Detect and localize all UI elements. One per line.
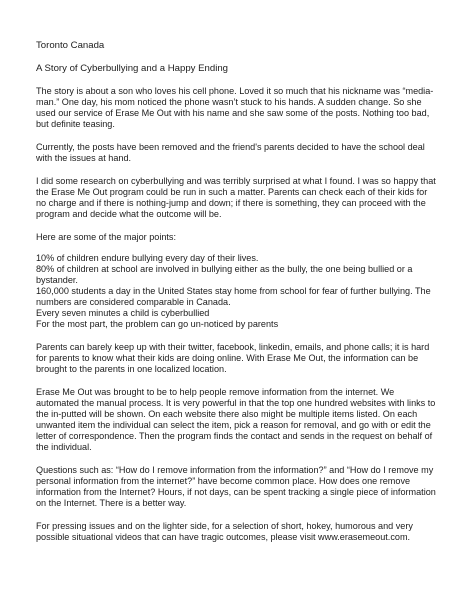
list-item: 160,000 students a day in the United States stay home from school for fear of further bullying. The numbers are considered comparable in Canada.: [36, 286, 431, 307]
list-item: For the most part, the problem can go un-noticed by parents: [36, 319, 279, 329]
list-item: Every seven minutes a child is cyberbullied: [36, 308, 210, 318]
story-title: A Story of Cyberbullying and a Happy Ending: [36, 63, 228, 74]
paragraph-erase-me-out: Erase Me Out was brought to be to help people remove information from the internet. We automated the manual process. It is very powerful in that the top one hundred websites with links to the in-putted will be shown. On each website there also might be multiple items listed. On each unwanted item the individual can select the item, pick a reason for removal, and go with or edit the letter of correspondence. Then the program finds the contact and sends in the request on behalf of the individual.: [36, 387, 436, 452]
paragraph-questions: Questions such as: “How do I remove information from the information?” and “How do I remove my personal information from the internet?” have become common place. How does one remove information from the Internet? Hours, if not days, can be spent tracking a single piece of information on the Internet. There is a better way.: [36, 465, 436, 508]
paragraph-parents-keep-up: Parents can barely keep up with their twitter, facebook, linkedin, emails, and phone calls; it is hard for parents to know what their kids are doing online. With Erase Me Out, the information can be brought to the parents in one localized location.: [36, 342, 430, 374]
paragraph-posts-removed: Currently, the posts have been removed and the friend's parents decided to have the school deal with the issues at hand.: [36, 142, 425, 163]
paragraph-story-intro: The story is about a son who loves his cell phone. Loved it so much that his nickname was “media-man.” One day, his mom noticed the phone wasn’t stuck to his hands. A sudden change. So she used our service of Erase Me Out with his name and she saw some of the posts. Nothing too bad, but definite teasing.: [36, 86, 434, 129]
major-points-list: [36, 253, 438, 330]
list-item: 10% of children endure bullying every day of their lives.: [36, 253, 259, 263]
list-item: 80% of children at school are involved in bullying either as the bully, the one being bullied or a bystander.: [36, 264, 413, 285]
paragraph-pressing-issues: For pressing issues and on the lighter side, for a selection of short, hokey, humorous and very possible situational videos that can have tragic outcomes, please visit www.erasemeout.com.: [36, 521, 413, 542]
document-title: Toronto Canada: [36, 40, 105, 51]
paragraph-major-points-intro: Here are some of the major points:: [36, 232, 177, 242]
paragraph-research: I did some research on cyberbullying and was terribly surprised at what I found. I was so happy that the Erase Me Out program could be run in such a matter. Parents can check each of their kids for no charge and if there is nothing-jump and down; if there is something, they can proceed with the program and decide what the outcome will be.: [36, 176, 436, 219]
